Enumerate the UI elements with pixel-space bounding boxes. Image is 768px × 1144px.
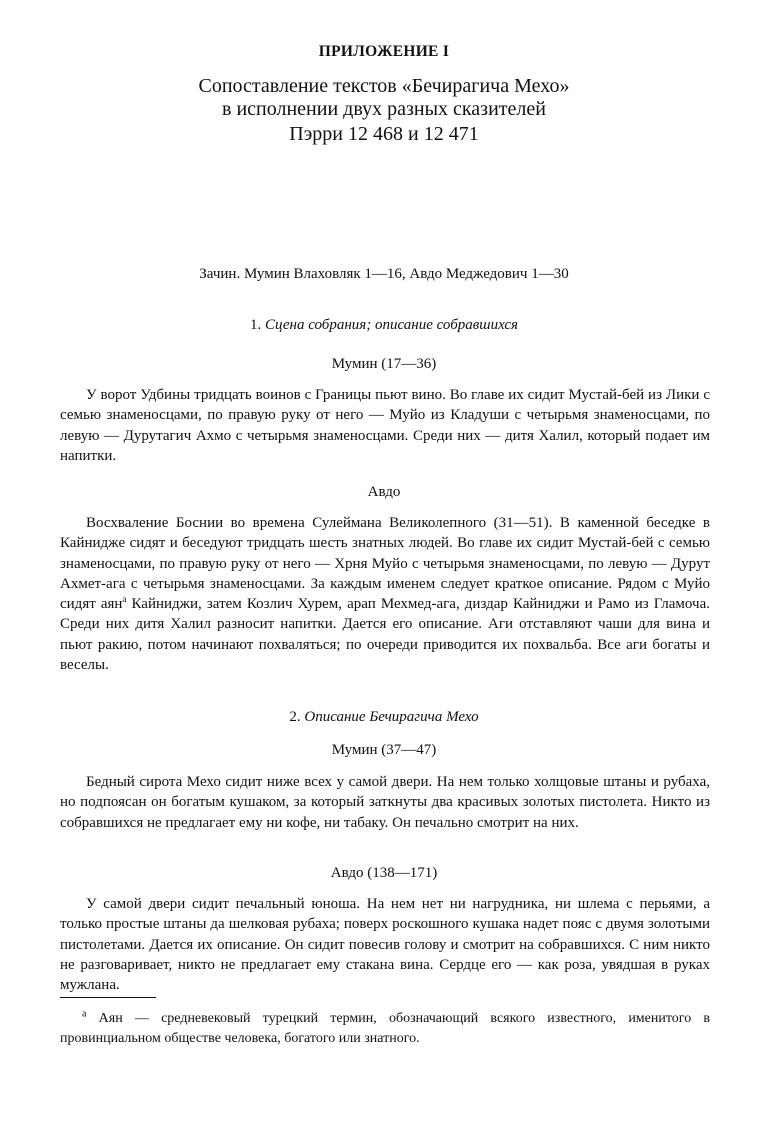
section-2-mumin-heading: Мумин (37—47) (331, 742, 437, 758)
footnote (60, 1009, 710, 1049)
title-line-3: Пэрри 12 468 и 12 471 (289, 123, 479, 145)
section-2-avdo-heading: Авдо (138—171) (330, 865, 438, 881)
section-1-mumin-paragraph: У ворот Удбины тридцать воинов с Границы пьют вино. Во главе их сидит Мустай-бей из Лики с семью знаменосцами, по правую руку от него — Муйо из Кладуши с четырьмя знаменосцами, по левую — Дурутагич Ахмо с четырьмя знаменосцами. Среди них — дитя Халил, который подает им напитки. (60, 387, 710, 464)
section-1-title: Сцена собрания; описание собравшихся (264, 317, 518, 333)
section-2-heading (0, 709, 768, 726)
title-line-2: в исполнении двух разных сказителей (222, 98, 546, 120)
avdo-text-part-2: Кайниджи, затем Козлич Хурем, арап Мехмед-ага, диздар Кайниджи и Рамо из Гламоча. Среди них дитя Халил разносит напитки. Дается его описание. Аги отставляют чаши для вина и пьют ракию, потом начинают похваляться; по очереди приводится их похвальба. Все аги богаты и веселы. (60, 596, 710, 674)
section-1-avdo-heading: Авдо (367, 484, 401, 500)
appendix-heading: ПРИЛОЖЕНИЕ I (318, 43, 450, 60)
section-1-mumin-heading: Мумин (17—36) (331, 356, 437, 372)
footnote-mark: а (82, 1008, 87, 1020)
intro-line: Зачин. Мумин Влаховляк 1—16, Авдо Меджедович 1—30 (199, 266, 569, 282)
avdo-text-part-1: Восхваление Боснии во времена Сулеймана Великолепного (31—51). В каменной беседке в Кайниджe сидят и беседуют тридцать шесть знатных людей. Во главе их сидит Мустай-бей с семью знаменосцами, по правую руку от него — Хрня Муйо с четырьмя знаменосцами, по левую — Дурут Ахмет-ага с четырьмя знаменосцами. За каждым именем следует краткое описание. Рядом с Муйо сидят аян (60, 515, 710, 613)
section-2-title: Описание Бечирагича Мехо (304, 709, 479, 725)
section-2-mumin-paragraph: Бедный сирота Мехо сидит ниже всех у самой двери. На нем только холщовые штаны и рубаха, но подпоясан он богатым кушаком, за который заткнуты два красивых золотых пистолета. Никто из собравшихся не предлагает ему ни кофе, ни табаку. Он печально смотрит на них. (60, 774, 710, 831)
section-2-number: 2. (289, 709, 301, 725)
section-1-number: 1. (249, 317, 262, 333)
section-1-avdo-paragraph (60, 513, 710, 675)
title-line-1: Сопоставление текстов «Бечирагича Мехо» (198, 75, 570, 97)
section-2-avdo-paragraph: У самой двери сидит печальный юноша. На нем нет ни нагрудника, ни шлема с перьями, а только простые штаны да шелковая рубаха; поверх роскошного кушака надет пояс с двумя золотыми пистолетами. Дается их описание. Он сидит повесив голову и смотрит на собравшихся. С ним никто не разговаривает, никто не предлагает ему стакана вина. Сердце его — как роза, увядшая в руках мужлана. (60, 896, 710, 994)
section-1-heading (0, 317, 768, 334)
footnote-text: Аян — средневековый турецкий термин, обозначающий всякого известного, именитого в провинциальном обществе человека, богатого или знатного. (60, 1011, 710, 1046)
footnote-reference[interactable]: а (122, 594, 127, 605)
footnote-divider (60, 997, 156, 998)
